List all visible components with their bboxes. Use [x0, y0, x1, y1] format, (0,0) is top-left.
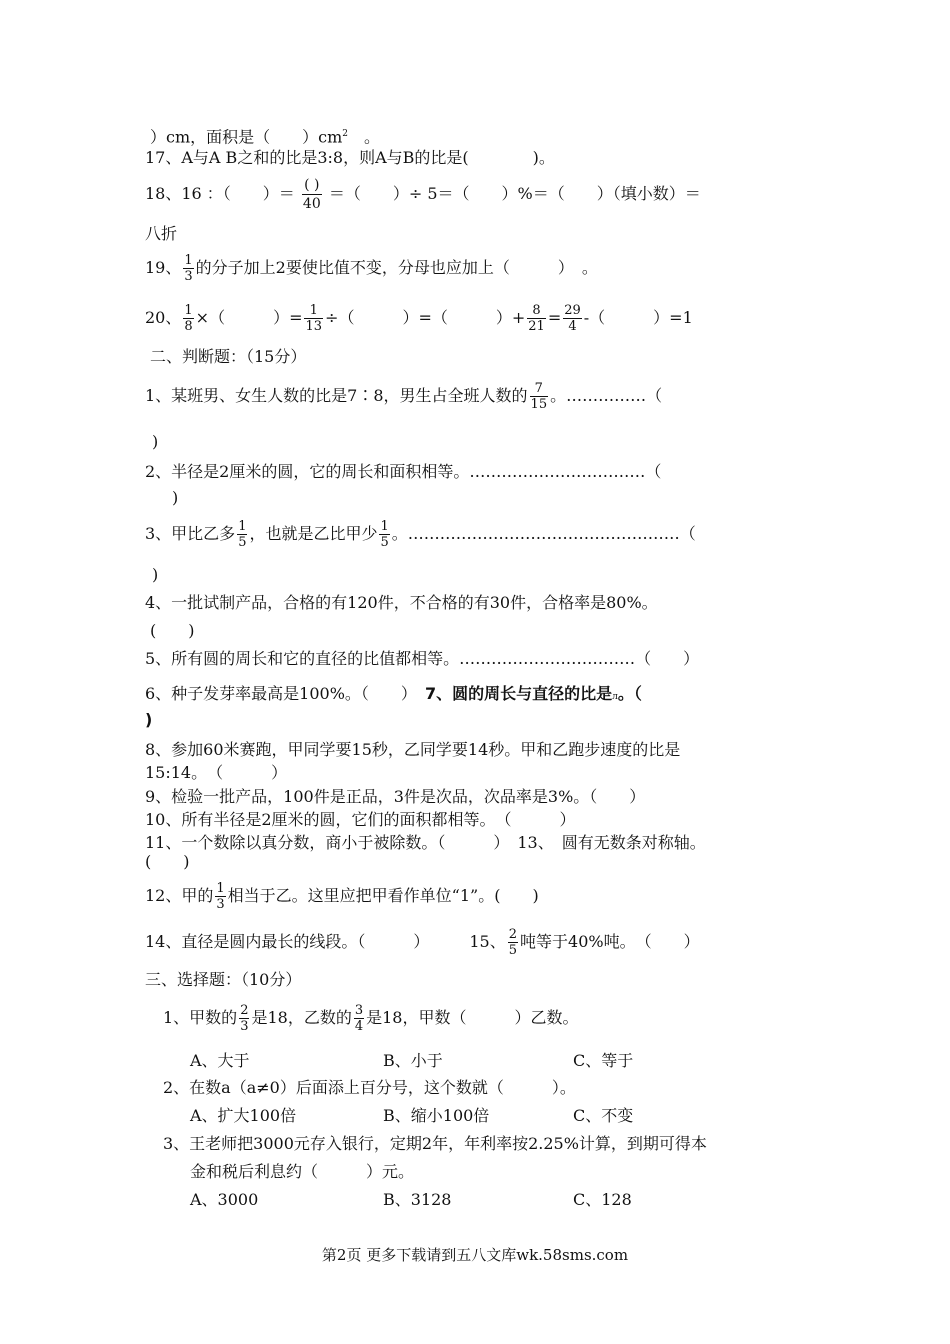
q20-fraction-2	[304, 303, 323, 334]
q19-part-a: 19、	[145, 258, 182, 277]
q19-fraction-den: 3	[184, 269, 193, 284]
judge-1	[145, 380, 662, 412]
choice-2: 2、在数a（a≠0）后面添上百分号，这个数就（ ）。	[163, 1078, 576, 1097]
choice-1	[163, 1002, 579, 1034]
judge-8-cont: 15:14。 （ ）	[145, 763, 288, 782]
q20-fraction-3	[527, 303, 546, 334]
q16-end: 。	[364, 127, 381, 147]
c1-f2-den: 4	[354, 1019, 364, 1034]
q20-part-e: -（ ）=1	[583, 308, 693, 327]
judge-4: 4、一批试制产品，合格的有120件，不合格的有30件，合格率是80%。	[145, 593, 658, 612]
q20-f4-num: 29	[564, 303, 581, 318]
q20-f3-num: 8	[527, 303, 546, 319]
q20-part-b: ×（ ）=	[195, 308, 303, 327]
j1-part-a: 1、某班男、女生人数的比是7∶8，男生占全班人数的	[145, 386, 528, 405]
j14-part-b: 吨等于40%吨。 （ ）	[520, 932, 700, 951]
judge-12	[145, 880, 539, 912]
q18-continuation: 八折	[145, 224, 178, 243]
q20-f1-den: 8	[184, 319, 193, 334]
j7-text: 7、圆的周长与直径的比是	[424, 684, 613, 703]
judge-3	[145, 518, 696, 550]
c1-part-b: 是18，乙数的	[251, 1008, 352, 1027]
c1-f1-den: 3	[240, 1019, 249, 1034]
judge-4-blank: ( )	[150, 621, 195, 640]
judge-1-close: )	[152, 432, 159, 451]
q20-fraction-1	[183, 303, 193, 334]
j12-fraction-num: 1	[216, 881, 225, 896]
choice-1-option-a[interactable]: A、大于	[190, 1051, 250, 1070]
j12-fraction	[215, 881, 225, 912]
c1-part-a: 1、甲数的	[163, 1008, 238, 1027]
j12-part-b: 相当于乙。这里应把甲看作单位“1”。( )	[227, 886, 539, 905]
choice-2-option-c[interactable]: C、不变	[573, 1106, 634, 1125]
j1-fraction-den: 15	[530, 397, 548, 412]
q20-f2-num: 1	[304, 303, 323, 319]
j15-fraction-num: 2	[508, 927, 518, 942]
judge-2: 2、半径是2厘米的圆，它的周长和面积相等。……………………………（	[145, 462, 662, 481]
q20-part-c: ÷（ ）=（ ）+	[325, 308, 526, 327]
q18-fraction	[302, 176, 322, 213]
c1-part-c: 是18，甲数（ ）乙数。	[366, 1008, 579, 1027]
page-footer: 第2页 更多下载请到五八文库wk.58sms.com	[321, 1246, 629, 1264]
q20-f2-den: 13	[305, 319, 323, 334]
j15-fraction-den: 5	[508, 943, 518, 958]
q19-part-b: 的分子加上2要使比值不变，分母也应加上（ ） 。	[195, 258, 598, 277]
q20-fraction-4	[563, 303, 582, 334]
section-2-title: 二、判断题：（15分）	[150, 347, 307, 366]
choice-3-option-a[interactable]: A、3000	[190, 1190, 259, 1209]
j3-fraction-2	[379, 519, 389, 550]
judge-3-close: )	[152, 565, 159, 584]
question-18	[145, 176, 701, 213]
q18-fraction-den: 40	[302, 196, 321, 212]
j1-fraction-num: 7	[530, 381, 549, 397]
j1-part-b: 。……………（	[550, 386, 663, 405]
j3-f1-den: 5	[238, 535, 247, 550]
judge-5: 5、所有圆的周长和它的直径的比值都相等。……………………………（ ）	[145, 649, 700, 668]
choice-3: 3、王老师把3000元存入银行，定期2年，年利率按2.25%计算，到期可得本	[163, 1134, 707, 1153]
choice-3-option-b[interactable]: B、3128	[383, 1190, 452, 1209]
section-3-title: 三、选择题：（10分）	[145, 970, 302, 989]
j3-part-b: ，也就是乙比甲少	[249, 524, 378, 543]
q16-superscript: 2	[342, 129, 349, 139]
j14-part-a: 14、直径是圆内最长的线段。（ ） 15、	[145, 932, 506, 951]
q20-part-a: 20、	[145, 308, 182, 327]
c1-f1-num: 2	[240, 1003, 249, 1018]
question-19	[145, 252, 598, 284]
j3-part-a: 3、甲比乙多	[145, 524, 236, 543]
judge-11-blank: ( )	[145, 852, 190, 871]
j3-f2-num: 1	[380, 519, 389, 534]
choice-3-option-c[interactable]: C、128	[573, 1190, 632, 1209]
q16-text: ）cm，面积是（ ）cm	[150, 127, 343, 147]
j1-fraction	[530, 381, 549, 412]
judge-6-7	[145, 684, 642, 707]
j12-fraction-den: 3	[216, 897, 225, 912]
j7-end: 。（	[617, 684, 642, 703]
pi-symbol: л	[612, 692, 618, 702]
q20-f4-den: 4	[568, 319, 577, 334]
q18-part-a: 18、16 ：（ ）＝	[145, 184, 295, 203]
q20-f1-num: 1	[184, 303, 193, 318]
q19-fraction-num: 1	[184, 253, 193, 268]
j12-part-a: 12、甲的	[145, 886, 214, 905]
choice-2-option-b[interactable]: B、缩小100倍	[383, 1106, 490, 1125]
judge-10: 10、所有半径是2厘米的圆，它们的面积都相等。 （ ）	[145, 810, 576, 829]
judge-14-15	[145, 926, 700, 958]
judge-9: 9、检验一批产品，100件是正品，3件是次品，次品率是3%。（ ）	[145, 787, 646, 806]
judge-8: 8、参加60米赛跑，甲同学要15秒，乙同学要14秒。甲和乙跑步速度的比是	[145, 740, 681, 759]
c1-f2-num: 3	[354, 1003, 364, 1018]
q20-f3-den: 21	[528, 319, 545, 334]
choice-3-cont: 金和税后利息约（ ）元。	[190, 1162, 415, 1181]
question-20	[145, 302, 693, 334]
q18-part-b: ＝（ ）÷ 5＝（ ）%＝（ ）（填小数）＝	[328, 184, 701, 203]
question-17: 17、A与A B之和的比是3:8，则A与B的比是( )。	[145, 148, 555, 167]
judge-7-close: )	[145, 710, 153, 729]
j3-f1-num: 1	[238, 519, 247, 534]
choice-1-option-b[interactable]: B、小于	[383, 1051, 443, 1070]
q20-part-d: =	[547, 308, 562, 327]
j3-fraction-1	[237, 519, 247, 550]
q16-tail	[150, 124, 380, 147]
judge-2-close: )	[172, 488, 179, 507]
j15-fraction	[508, 927, 518, 958]
choice-1-option-c[interactable]: C、等于	[573, 1051, 634, 1070]
c1-fraction-2	[354, 1003, 364, 1034]
choice-2-option-a[interactable]: A、扩大100倍	[190, 1106, 297, 1125]
j6-text: 6、种子发芽率最高是100%。（ ）	[145, 684, 409, 703]
c1-fraction-1	[239, 1003, 249, 1034]
j3-f2-den: 5	[380, 535, 389, 550]
j3-part-c: 。……………………………………………（	[391, 524, 696, 543]
judge-11-13: 11、一个数除以真分数，商小于被除数。（ ） 13、 圆有无数条对称轴。	[145, 833, 706, 852]
q19-fraction	[183, 253, 193, 284]
q18-fraction-num: ( )	[302, 176, 322, 195]
